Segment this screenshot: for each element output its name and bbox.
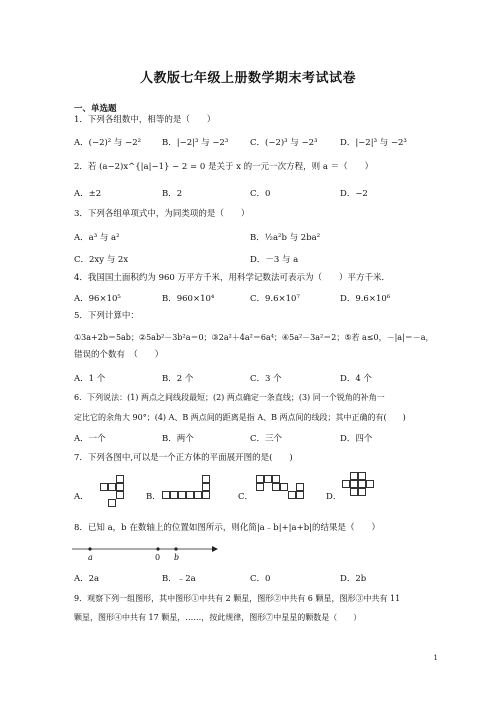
- q4-option-a: A．96×10⁵: [74, 294, 121, 304]
- net-square: [350, 488, 358, 496]
- question-9-line2: 颗星，图形④中共有 17 颗星，……，按此规律，图形⑦中星星的颗数是（ ）: [74, 613, 362, 622]
- q7-label-d: D．: [326, 492, 342, 502]
- net-square: [202, 475, 210, 483]
- q5-option-c: C．3 个: [250, 374, 282, 384]
- q7-label-b: B．: [146, 492, 161, 502]
- axis-label-0: 0: [155, 553, 161, 562]
- q2-option-c: C．0: [250, 189, 271, 199]
- question-8-stem: 8．已知 a，b 在数轴上的位置如图所示，则化简|a﹣b|+|a+b|的结果是（ ）: [74, 523, 381, 533]
- question-1-stem: 1．下列各组数中，相等的是（ ）: [74, 115, 216, 125]
- q7-label-c: C．: [238, 492, 254, 502]
- q4-option-b: B．960×10⁴: [162, 294, 215, 304]
- net-square: [366, 480, 374, 488]
- net-square: [350, 472, 358, 480]
- net-square: [256, 475, 264, 483]
- point-a: [88, 547, 91, 550]
- net-square: [272, 483, 280, 491]
- net-square: [280, 483, 288, 491]
- net-square: [288, 491, 296, 499]
- q6-option-c: C．三个: [250, 434, 283, 444]
- q6-option-d: D．四个: [340, 434, 373, 444]
- q5-option-d: D．4 个: [340, 374, 372, 384]
- net-square: [350, 480, 358, 488]
- net-square: [170, 491, 178, 499]
- point-b: [174, 547, 177, 550]
- question-5-stem: 5．下列计算中：: [74, 311, 139, 321]
- axis-label-a: a: [88, 553, 93, 562]
- net-square: [194, 491, 202, 499]
- net-square: [116, 483, 124, 491]
- net-square: [202, 491, 210, 499]
- axis-label-b: b: [174, 553, 180, 562]
- q8-option-d: D．2b: [340, 574, 367, 584]
- q3-option-c: C．2xy 与 2x: [74, 255, 129, 265]
- q5-option-b: B．2 个: [162, 374, 194, 384]
- net-square: [202, 483, 210, 491]
- q6-option-a: A．一个: [74, 434, 106, 444]
- net-square: [272, 475, 280, 483]
- question-4-stem: 4．我国国土面积约为 960 万平方千米，用科学记数法可表示为（ ）平方千米．: [74, 273, 391, 283]
- net-square: [100, 483, 108, 491]
- q5-option-a: A．1 个: [74, 374, 106, 384]
- q3-option-b: B．½a²b 与 2ba²: [250, 233, 321, 243]
- net-square: [256, 483, 264, 491]
- number-line-arrow: [212, 546, 218, 552]
- q1-option-d: D．|−2|³ 与 −2³: [340, 138, 407, 148]
- q1-option-c: C．(−2)³ 与 −2³: [250, 138, 318, 148]
- net-square: [186, 491, 194, 499]
- net-square: [162, 491, 170, 499]
- q8-option-b: B．﹣2a: [162, 574, 196, 584]
- q3-option-a: A．a³ 与 a²: [74, 233, 120, 243]
- page-title: 人教版七年级上册数学期末考试试卷: [139, 71, 356, 86]
- q8-option-a: A．2a: [74, 574, 100, 584]
- net-square: [178, 491, 186, 499]
- section-heading: 一、单选题: [74, 104, 117, 114]
- q8-option-c: C．0: [250, 574, 271, 584]
- q6-option-b: B．两个: [162, 434, 194, 444]
- net-square: [296, 491, 304, 499]
- q3-option-d: D．－3 与 a: [250, 255, 299, 265]
- question-6-line1: 6．下列说法：(1) 两点之间线段最短；(2) 两点确定一条直线；(3) 同一个锐角的补角一: [74, 393, 385, 402]
- net-square: [296, 483, 304, 491]
- q7-label-a: A．: [74, 492, 89, 502]
- net-square: [358, 488, 366, 496]
- q2-option-d: D．−2: [340, 189, 368, 199]
- page-number: 1: [433, 654, 438, 662]
- question-3-stem: 3．下列各组单项式中，为同类项的是（ ）: [74, 209, 250, 219]
- net-square: [342, 480, 350, 488]
- point-0: [156, 547, 159, 550]
- net-square: [108, 483, 116, 491]
- q1-option-b: B．|−2|³ 与 −2³: [162, 138, 229, 148]
- net-square: [264, 475, 272, 483]
- q1-option-a: A．(−2)² 与 −2²: [74, 138, 142, 148]
- q2-option-a: A．±2: [74, 189, 102, 199]
- net-square: [358, 472, 366, 480]
- question-7-stem: 7．下列各图中,可以是一个正方体的平面展开图的是( ): [74, 453, 293, 463]
- q4-option-d: D．9.6×10⁶: [340, 294, 391, 304]
- net-square: [358, 480, 366, 488]
- question-5-tail: 错误的个数有 （ ）: [74, 350, 164, 360]
- question-5-items: ①3a+2b＝5ab；②5ab²－3b²a＝0；③2a²＋4a²＝6a⁴；④5a²－3a²＝2；⑤若 a≤0，－|a|＝－a，: [74, 333, 434, 342]
- q2-option-b: B．2: [162, 189, 183, 199]
- question-6-line2: 定比它的余角大 90°；(4) A、B 两点间的距离是指 A、B 两点间的线段；其中正确的有( ): [74, 413, 406, 422]
- question-2-stem: 2．若 (a−2)x^{|a|−1} − 2 = 0 是关于 x 的一元一次方程，则 a ＝（ ）: [74, 162, 374, 172]
- net-square: [116, 475, 124, 483]
- question-9-line1: 9．观察下列一组图形，其中图形①中共有 2 颗星，图形②中共有 6 颗星，图形③中共有 11: [74, 594, 401, 603]
- q4-option-c: C．9.6×10⁷: [250, 294, 300, 304]
- net-square: [108, 499, 116, 507]
- net-square: [116, 491, 124, 499]
